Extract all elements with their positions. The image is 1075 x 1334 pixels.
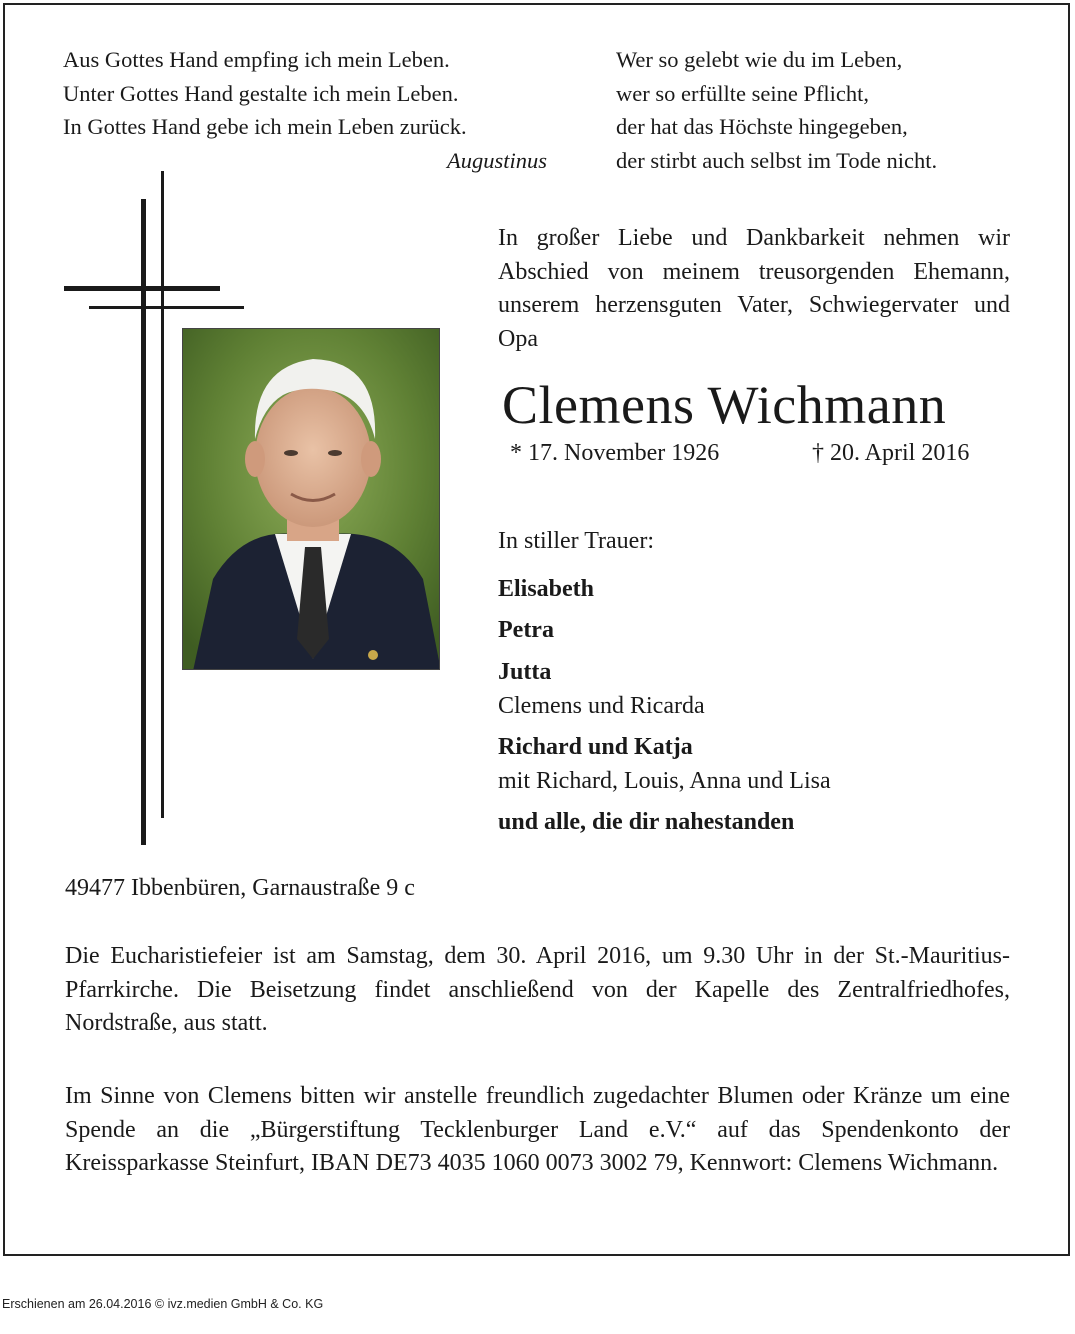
poem-left [63,43,547,177]
publication-footer: Erschienen am 26.04.2016 © ivz.medien GmbH & Co. KG [2,1297,324,1311]
family-closing: und alle, die dir nahestanden [498,809,795,835]
poem-right-line: der stirbt auch selbst im Tode nicht. [616,147,938,173]
address: 49477 Ibbenbüren, Garnaustraße 9 c [65,875,415,901]
family-member: Richard und Katja [498,734,693,760]
family-member: mit Richard, Louis, Anna und Lisa [498,768,831,794]
mourning-heading: In stiller Trauer: [498,528,654,554]
family-member: Petra [498,617,554,643]
service-info: Die Eucharistiefeier ist am Samstag, dem 30. April 2016, um 9.30 Uhr in der St.-Mauritius-Pfarrkirche. Die Beisetzung findet anschließend von der Kapelle des Zentralfriedhofes, Nordstraße, aus statt. [65,943,1010,1036]
portrait-photo [182,328,440,670]
poem-right-line: der hat das Höchste hingegeben, [616,114,908,139]
family-member: Elisabeth [498,576,595,602]
death-date: † 20. April 2016 [812,440,970,466]
family-member: Clemens und Ricarda [498,693,705,719]
family-member: Jutta [498,659,552,685]
poem-left-line: Aus Gottes Hand empfing ich mein Leben. [63,47,450,72]
donation-info: Im Sinne von Clemens bitten wir anstelle freundlich zugedachter Blumen oder Kränze um eine Spende an die „Bürgerstiftung Tecklenburger Land e.V.“ auf das Spendenkonto der Kreissparkasse Steinfurt, IBAN DE73 4035 1060 0073 3002 79, Kennwort: Clemens Wichmann. [65,1083,1010,1176]
poem-left-line: In Gottes Hand gebe ich mein Leben zurück. [63,114,467,139]
poem-right [616,43,937,177]
intro-text: In großer Liebe und Dankbarkeit nehmen wir Abschied von meinem treusorgenden Ehemann, unserem herzensguten Vater, Schwiegervater und Opa [498,225,1010,352]
birth-date: * 17. November 1926 [510,440,720,466]
poem-author: Augustinus [446,147,547,173]
deceased-name: Clemens Wichmann [502,375,947,435]
poem-right-line: Wer so gelebt wie du im Leben, [616,47,903,72]
poem-left-line: Unter Gottes Hand gestalte ich mein Leben. [63,80,459,106]
poem-right-line: wer so erfüllte seine Pflicht, [616,80,870,106]
